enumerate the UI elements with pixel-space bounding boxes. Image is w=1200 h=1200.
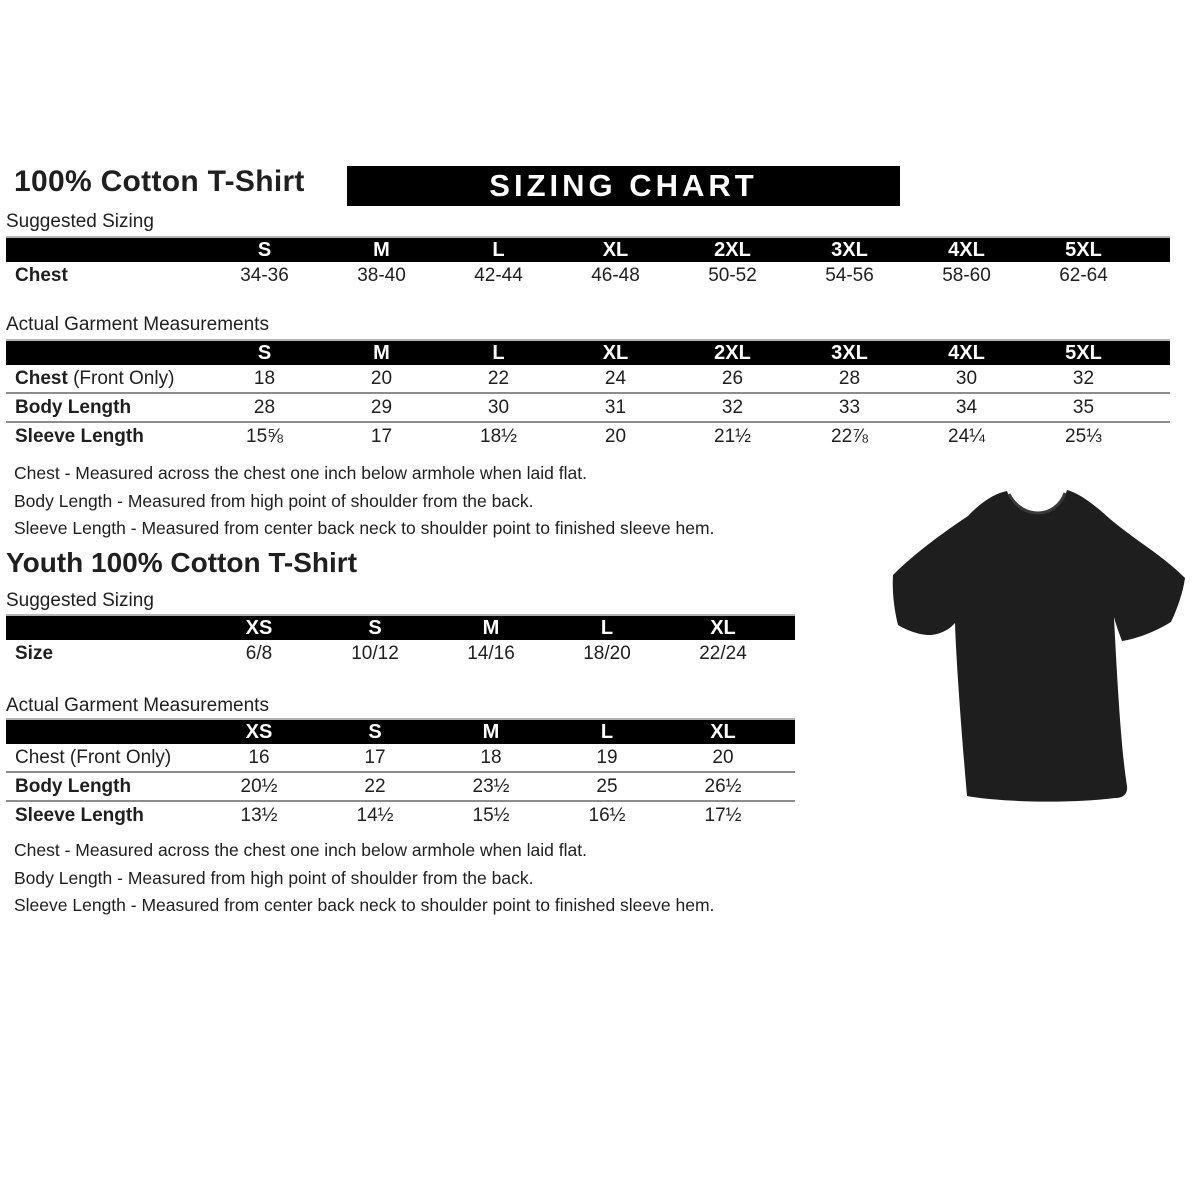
measurement-value: 31 <box>604 396 627 418</box>
row-label-text: Sleeve Length <box>15 804 144 826</box>
measurement-value: 20 <box>604 425 627 447</box>
measurement-value: 18 <box>253 367 276 389</box>
size-column-header: 4XL <box>948 238 985 261</box>
row-label-text: Body Length <box>15 396 132 418</box>
measurement-value: 17½ <box>704 804 742 826</box>
measurement-value: 23½ <box>472 775 510 797</box>
measurement-value: 16½ <box>588 804 626 826</box>
measurement-value: 29 <box>370 396 393 418</box>
note-body-length: Body Length - Measured from high point of shoulder from the back. <box>14 867 534 888</box>
measurement-value: 18 <box>480 746 502 768</box>
measurement-value: 32 <box>721 396 744 418</box>
row-label-text: Chest <box>15 265 68 286</box>
measurement-value: 17 <box>364 746 386 768</box>
size-column-header: 3XL <box>831 238 868 261</box>
size-column-header: XS <box>245 720 273 743</box>
measurement-row <box>6 800 795 829</box>
measurement-value: 10/12 <box>351 643 399 664</box>
measurement-value: 15½ <box>472 804 510 826</box>
row-label-text: Size <box>15 643 54 664</box>
note-chest: Chest - Measured across the chest one inch below armhole when laid flat. <box>14 463 587 483</box>
measurement-value: 46-48 <box>591 265 640 286</box>
size-column-header: XL <box>710 720 736 743</box>
adult-suggested-sizing-label: Suggested Sizing <box>6 211 154 232</box>
youth-measurement-notes <box>14 841 714 924</box>
measurement-value: 30 <box>955 367 978 389</box>
measurement-value: 26½ <box>704 775 742 797</box>
measurement-value: 22 <box>364 775 386 797</box>
measurement-value: 26 <box>721 367 744 389</box>
measurement-value: 24¼ <box>948 425 985 447</box>
measurement-value: 28 <box>838 367 861 389</box>
measurement-row <box>6 771 795 800</box>
row-label <box>6 426 206 448</box>
measurement-value: 21½ <box>714 425 751 447</box>
tshirt-silhouette <box>893 490 1185 802</box>
row-label-suffix: Chest (Front Only) <box>15 746 172 768</box>
size-column-header: M <box>482 720 500 743</box>
size-column-header: S <box>257 341 272 364</box>
size-column-header: 2XL <box>714 341 751 364</box>
page-title: 100% Cotton T-Shirt <box>14 165 305 198</box>
measurement-value: 18/20 <box>583 643 631 664</box>
note-sleeve-length: Sleeve Length - Measured from center back neck to shoulder point to finished sleeve hem. <box>14 895 715 915</box>
youth-garment-measurements-table <box>6 718 795 829</box>
size-column-header: XL <box>602 341 629 364</box>
measurement-value: 50-52 <box>708 265 757 286</box>
measurement-value: 35 <box>1072 396 1095 418</box>
size-column-header: 3XL <box>831 341 868 364</box>
row-label <box>6 397 206 419</box>
row-label <box>6 805 201 827</box>
size-column-header: L <box>492 238 505 261</box>
black-tshirt-image <box>888 486 1192 804</box>
measurement-value: 30 <box>487 396 510 418</box>
measurement-row <box>6 640 795 668</box>
youth-suggested-sizing-table <box>6 614 795 668</box>
size-column-header: 5XL <box>1065 238 1102 261</box>
measurement-value: 16 <box>248 746 270 768</box>
measurement-value: 54-56 <box>825 265 874 286</box>
measurement-value: 24 <box>604 367 627 389</box>
size-column-header: 4XL <box>948 341 985 364</box>
youth-suggested-sizing-label: Suggested Sizing <box>6 590 154 611</box>
size-column-header: S <box>368 616 382 639</box>
size-column-header: S <box>257 238 272 261</box>
row-label <box>6 368 206 390</box>
measurement-value: 14/16 <box>467 643 515 664</box>
sizing-chart-banner: SIZING CHART <box>347 166 900 206</box>
measurement-value: 6/8 <box>245 643 273 664</box>
measurement-value: 13½ <box>240 804 278 826</box>
row-label <box>6 776 201 798</box>
note-body-length: Body Length - Measured from high point of shoulder from the back. <box>14 490 534 511</box>
size-column-header: XS <box>245 616 273 639</box>
table-header-row <box>6 718 795 744</box>
table-header-row <box>6 614 795 640</box>
measurement-row <box>6 365 1170 392</box>
measurement-value: 20 <box>370 367 393 389</box>
measurement-value: 32 <box>1072 367 1095 389</box>
size-column-header: M <box>373 238 390 261</box>
table-header-row <box>6 339 1170 365</box>
measurement-value: 20 <box>712 746 734 768</box>
adult-measurement-notes <box>14 464 714 547</box>
youth-section-title: Youth 100% Cotton T-Shirt <box>6 547 358 578</box>
size-column-header: L <box>600 616 614 639</box>
measurement-value: 15⅝ <box>246 425 283 447</box>
adult-suggested-sizing-table <box>6 236 1170 290</box>
measurement-value: 62-64 <box>1059 265 1108 286</box>
measurement-row <box>6 744 795 771</box>
measurement-value: 18½ <box>480 425 517 447</box>
measurement-value: 42-44 <box>474 265 523 286</box>
size-column-header: XL <box>602 238 629 261</box>
youth-garment-measurements-label: Actual Garment Measurements <box>6 695 269 716</box>
size-column-header: 5XL <box>1065 341 1102 364</box>
measurement-value: 17 <box>370 425 393 447</box>
table-header-row <box>6 236 1170 262</box>
size-column-header: S <box>368 720 382 743</box>
measurement-value: 20½ <box>240 775 278 797</box>
measurement-value: 22 <box>487 367 510 389</box>
row-label-text: Sleeve Length <box>15 425 144 447</box>
measurement-value: 25⅓ <box>1065 425 1102 447</box>
size-column-header: L <box>600 720 614 743</box>
measurement-value: 33 <box>838 396 861 418</box>
row-label <box>6 747 201 769</box>
measurement-value: 38-40 <box>357 265 406 286</box>
row-label-text: Body Length <box>15 775 132 797</box>
measurement-value: 19 <box>596 746 618 768</box>
size-column-header: XL <box>710 616 736 639</box>
row-label-suffix: (Front Only) <box>67 367 175 389</box>
row-label <box>6 643 201 665</box>
row-label <box>6 265 206 287</box>
measurement-value: 34 <box>955 396 978 418</box>
measurement-row <box>6 262 1170 290</box>
measurement-value: 25 <box>596 775 618 797</box>
measurement-value: 28 <box>253 396 276 418</box>
measurement-row <box>6 421 1170 450</box>
size-column-header: M <box>482 616 500 639</box>
size-column-header: M <box>373 341 390 364</box>
measurement-value: 14½ <box>356 804 394 826</box>
measurement-value: 58-60 <box>942 265 991 286</box>
adult-garment-measurements-table <box>6 339 1170 450</box>
size-column-header: 2XL <box>714 238 751 261</box>
tshirt-illustration <box>888 486 1192 804</box>
measurement-row <box>6 392 1170 421</box>
adult-garment-measurements-label: Actual Garment Measurements <box>6 314 269 335</box>
measurement-value: 22/24 <box>699 643 747 664</box>
size-column-header: L <box>492 341 505 364</box>
measurement-value: 34-36 <box>240 265 289 286</box>
row-label-text: Chest <box>15 367 68 389</box>
note-sleeve-length: Sleeve Length - Measured from center back neck to shoulder point to finished sleeve hem. <box>14 518 715 538</box>
measurement-value: 22⅞ <box>831 425 868 447</box>
note-chest: Chest - Measured across the chest one inch below armhole when laid flat. <box>14 840 587 860</box>
